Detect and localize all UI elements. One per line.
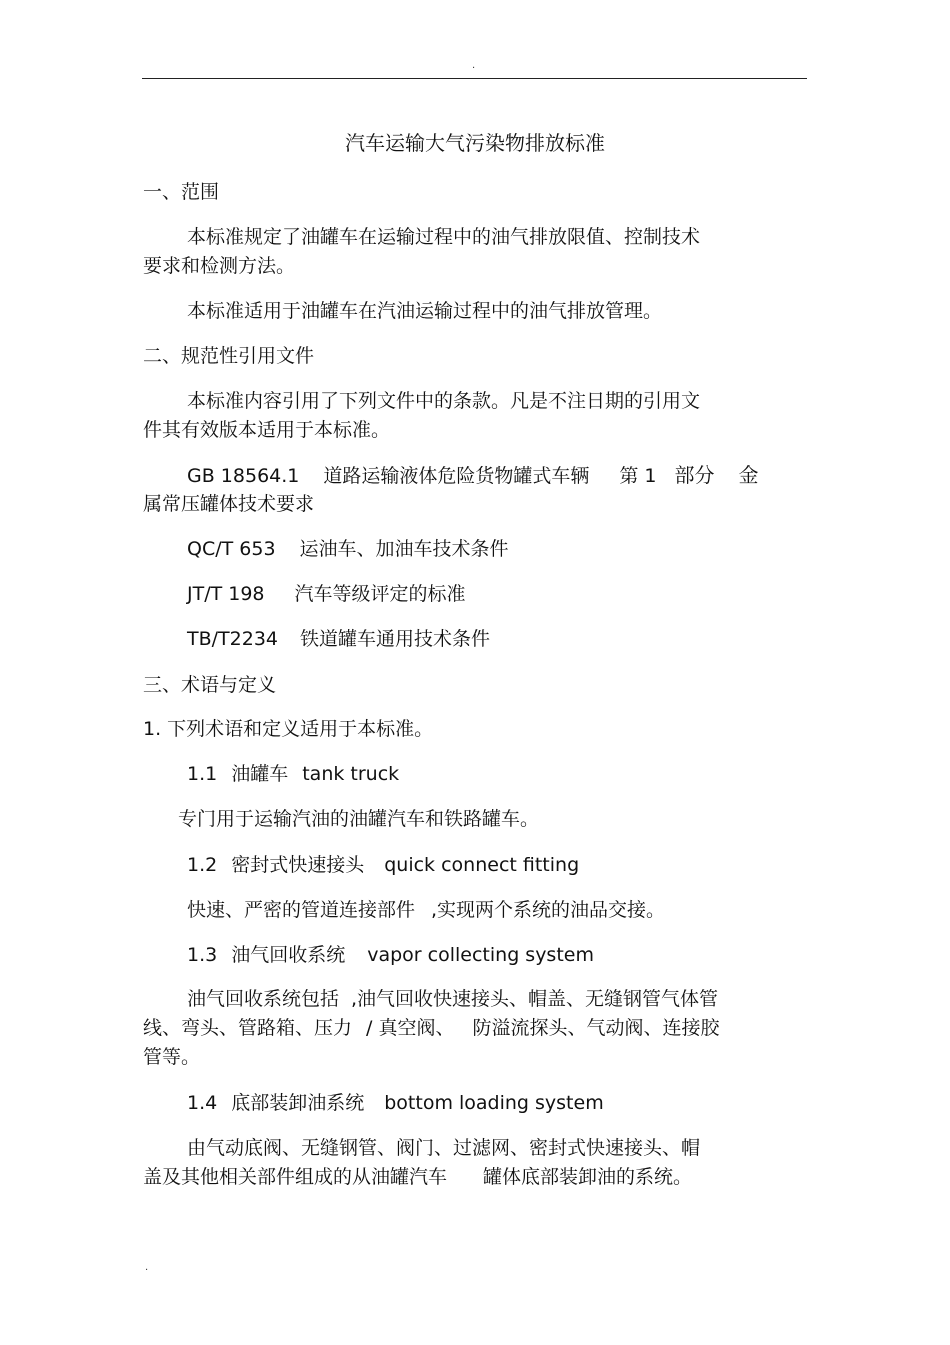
section-1-paragraph-1-line-1: 本标准规定了油罐车在运输过程中的油气排放限值、控制技术 (187, 226, 701, 248)
term-heading (187, 940, 594, 970)
term-english: vapor collecting system (367, 944, 594, 966)
reference-item-continuation: 属常压罐体技术要求 (143, 493, 315, 515)
header-rule (142, 78, 807, 79)
section-1-paragraph-2: 本标准适用于油罐车在汽油运输过程中的油气排放管理。 (187, 300, 663, 322)
term-definition-line (143, 1162, 692, 1192)
term-heading (187, 759, 399, 789)
term-definition-part: 防溢流探头、气动阀、连接胶 (472, 1017, 720, 1039)
term-number: 1.1 (187, 763, 218, 785)
section-2-paragraph-line-1: 本标准内容引用了下列文件中的条款。凡是不注日期的引用文 (187, 390, 701, 412)
footer-mark: . (145, 1262, 149, 1273)
term-definition-part: 油气回收系统包括 (187, 988, 340, 1010)
term-heading (187, 850, 579, 880)
section-3-intro: 1. 下列术语和定义适用于本标准。 (143, 718, 434, 740)
term-english: bottom loading system (384, 1092, 604, 1114)
reference-title: 运油车、加油车技术条件 (299, 538, 509, 560)
document-title: 汽车运输大气污染物排放标准 (345, 131, 605, 155)
term-english: tank truck (302, 763, 400, 785)
term-definition-part: 罐体底部装卸油的系统。 (483, 1166, 693, 1188)
reference-item (187, 534, 509, 564)
section-2-paragraph-line-2: 件其有效版本适用于本标准。 (143, 419, 391, 441)
header-mark: . (472, 60, 476, 71)
reference-code: QC/T 653 (187, 538, 276, 560)
reference-title: 铁道罐车通用技术条件 (300, 628, 491, 650)
term-definition-line (187, 984, 718, 1014)
term-english: quick connect fitting (384, 854, 580, 876)
term-number: 1.3 (187, 944, 218, 966)
reference-title: 汽车等级评定的标准 (294, 583, 466, 605)
reference-item (187, 460, 759, 491)
term-chinese: 密封式快速接头 (231, 854, 365, 876)
term-definition-line (143, 1013, 719, 1043)
term-definition-line: 由气动底阀、无缝钢管、阀门、过滤网、密封式快速接头、帽 (187, 1137, 701, 1159)
reference-code: TB/T2234 (187, 628, 279, 650)
section-1-heading: 一、范围 (143, 181, 220, 203)
reference-item (187, 579, 466, 609)
section-1-paragraph-1-line-2: 要求和检测方法。 (143, 255, 296, 277)
term-definition-line: 管等。 (143, 1046, 201, 1068)
term-number: 1.2 (187, 854, 218, 876)
reference-code: JT/T 198 (187, 583, 265, 605)
term-chinese: 底部装卸油系统 (231, 1092, 365, 1114)
term-definition (187, 895, 665, 925)
reference-title-fragment: 金 (738, 463, 759, 487)
term-definition-part: ,油气回收快速接头、帽盖、无缝钢管气体管 (351, 988, 719, 1010)
term-number: 1.4 (187, 1092, 218, 1114)
reference-code: GB 18564.1 (187, 465, 300, 487)
section-3-heading: 三、术语与定义 (143, 674, 277, 696)
reference-title: 道路运输液体危险货物罐式车辆 (323, 465, 590, 487)
term-definition: 专门用于运输汽油的油罐汽车和铁路罐车。 (178, 808, 540, 830)
reference-part-number: 第 1 (619, 465, 657, 487)
term-chinese: 油罐车 (231, 763, 289, 785)
term-definition-part: 线、弯头、管路箱、压力 (143, 1017, 353, 1039)
term-definition-part: ,实现两个系统的油品交接。 (431, 899, 666, 921)
term-definition-part: 快速、严密的管道连接部件 (187, 899, 416, 921)
reference-item (187, 624, 490, 654)
reference-part-label: 部分 (674, 463, 715, 487)
term-definition-part: / 真空阀、 (366, 1017, 455, 1039)
term-heading (187, 1088, 604, 1118)
term-definition-part: 盖及其他相关部件组成的从油罐汽车 (143, 1166, 448, 1188)
section-2-heading: 二、规范性引用文件 (143, 345, 315, 367)
term-chinese: 油气回收系统 (231, 944, 346, 966)
